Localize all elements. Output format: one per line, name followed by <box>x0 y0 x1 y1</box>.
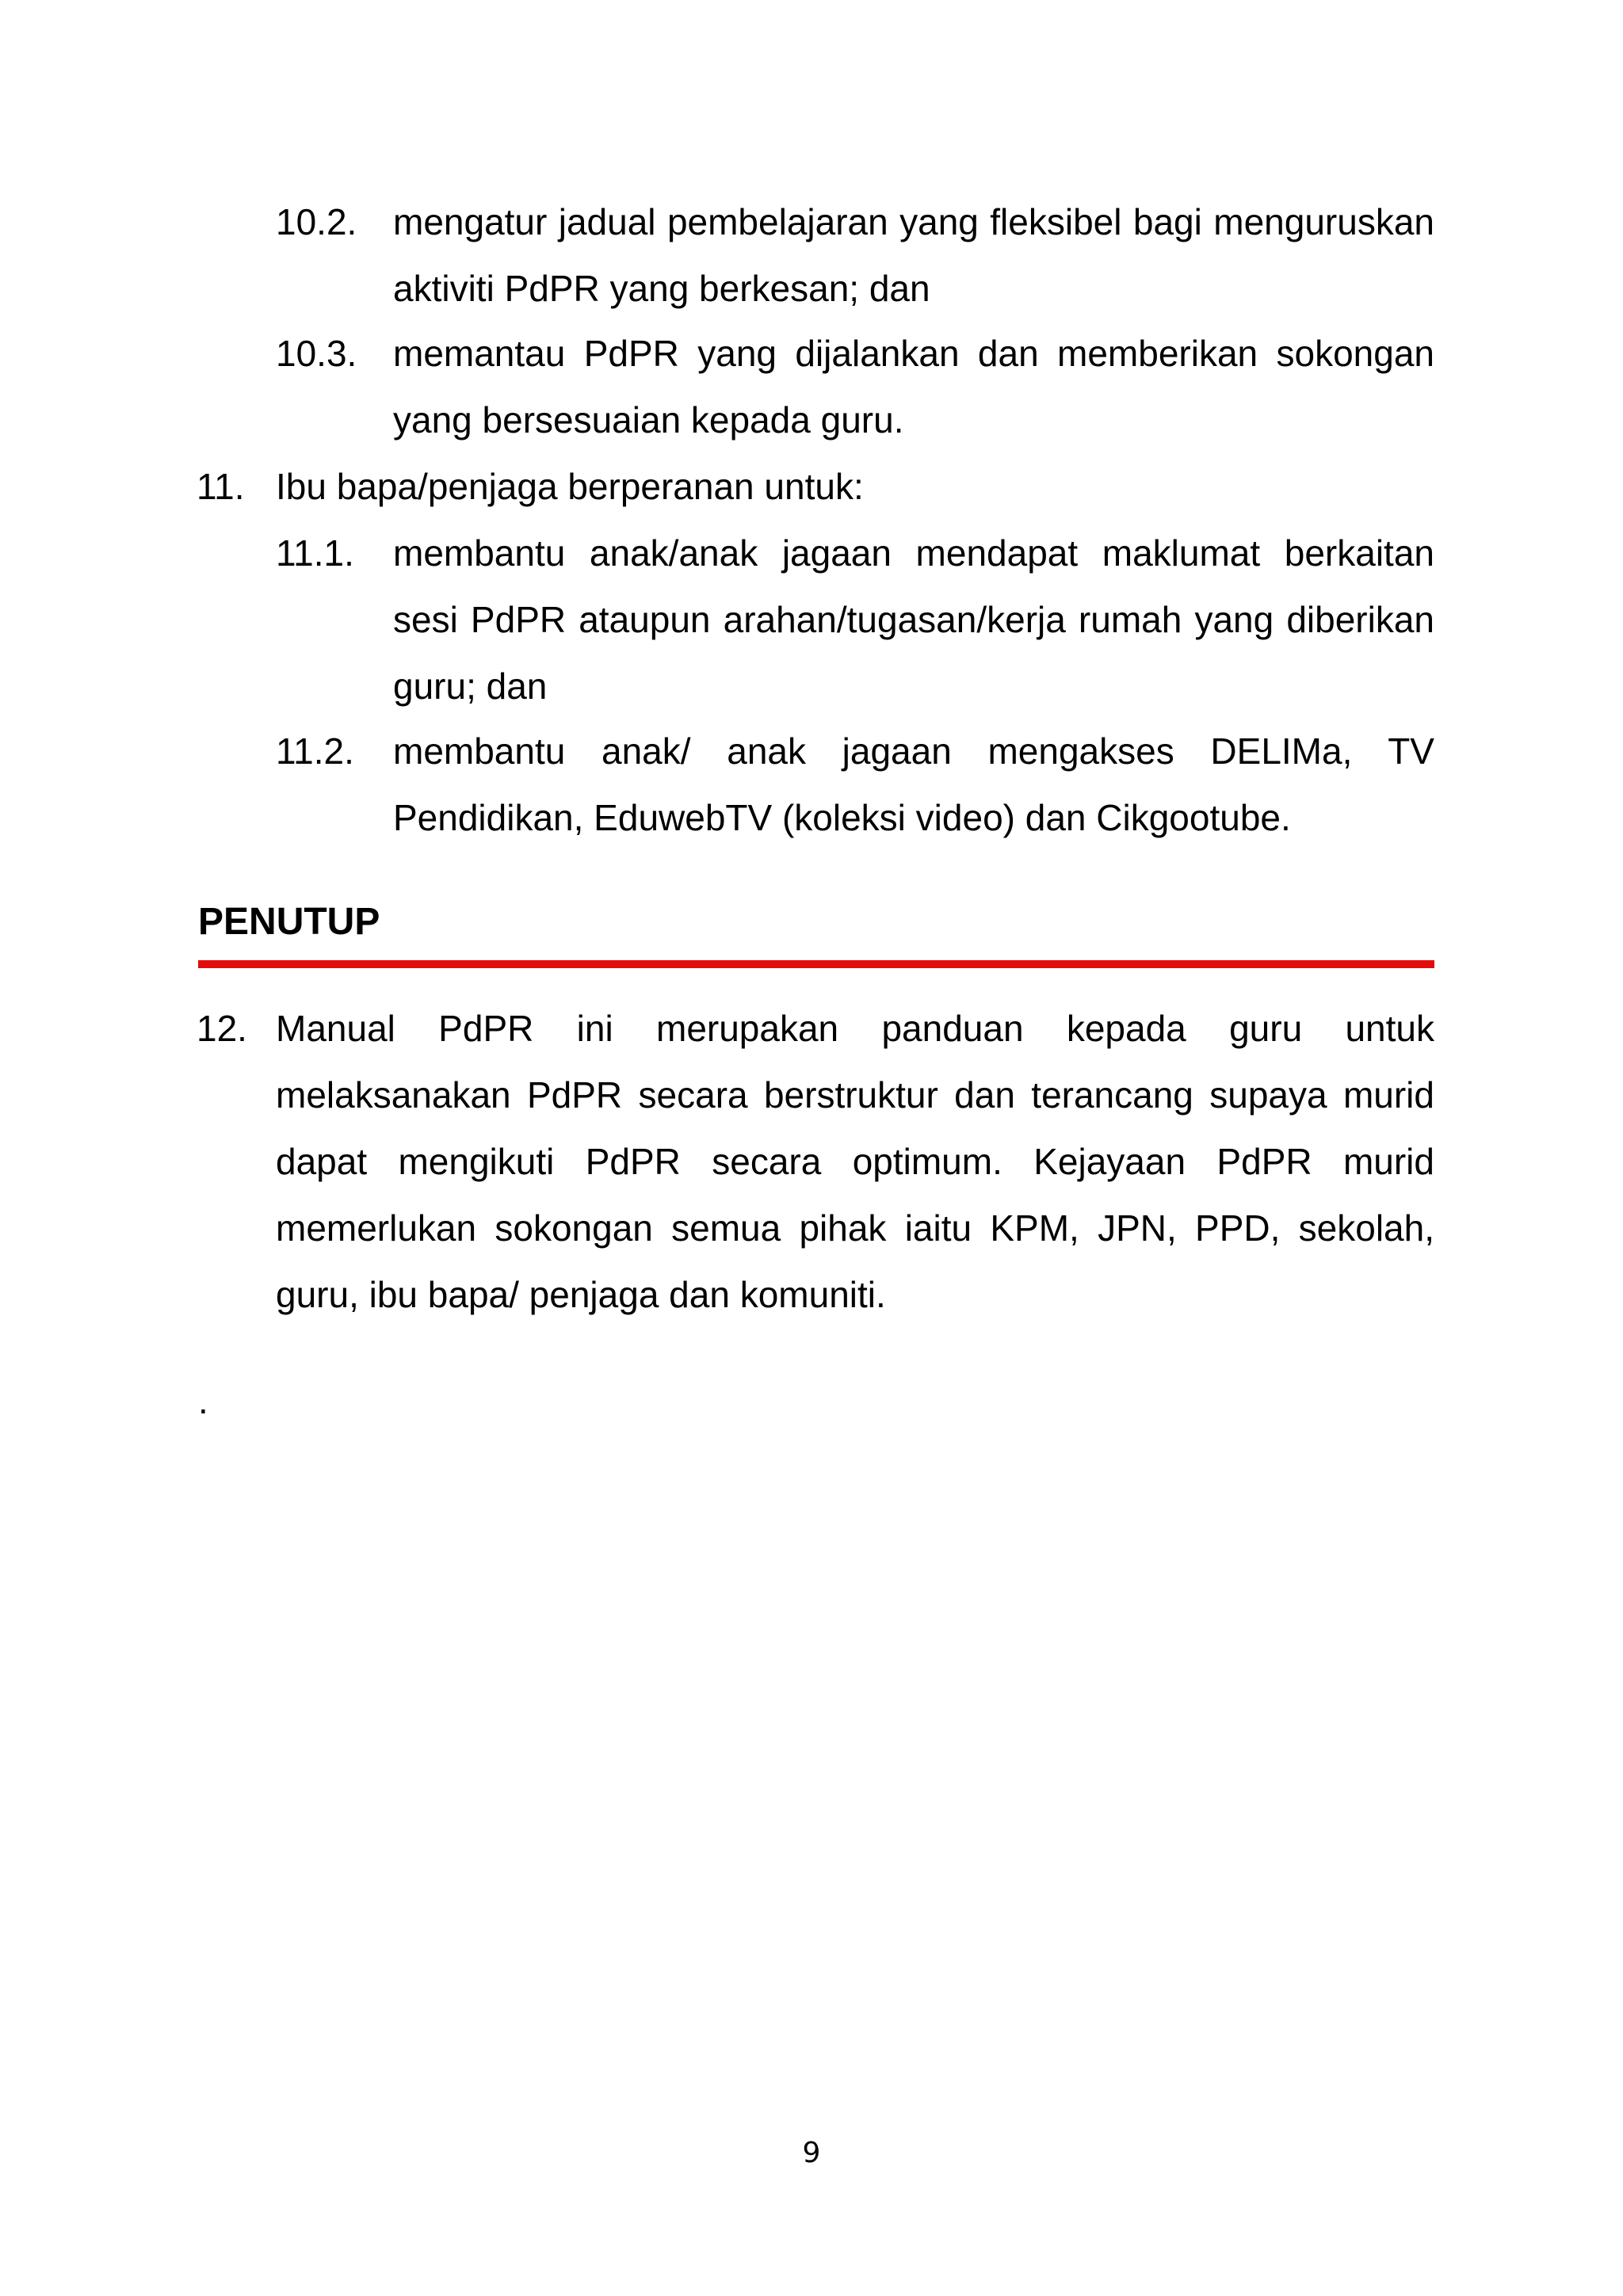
item-number: 10.2. <box>276 201 357 242</box>
item-text: membantu anak/anak jagaan mendapat maklumat berkaitan sesi PdPR ataupun arahan/tugasan/kerja rumah yang diberikan guru; dan <box>393 532 1434 707</box>
list-item-10-2 <box>276 189 1434 322</box>
item-number: 10.3. <box>276 333 357 374</box>
section-heading: PENUTUP <box>198 901 380 943</box>
list-item-11 <box>197 453 1434 520</box>
list-item-10-3 <box>276 320 1434 453</box>
item-text: membantu anak/ anak jagaan mengakses DELIMa, TV Pendidikan, EduwebTV (koleksi video) dan Cikgootube. <box>393 730 1434 838</box>
list-item-12 <box>197 995 1434 1328</box>
section-divider <box>198 960 1434 968</box>
item-number: 12. <box>197 1008 247 1049</box>
item-number: 11.2. <box>276 730 354 772</box>
page-number: 9 <box>802 2137 821 2169</box>
item-text: Manual PdPR ini merupakan panduan kepada guru untuk melaksanakan PdPR secara berstruktur dan terancang supaya murid dapat mengikuti PdPR secara optimum. Kejayaan PdPR murid memerlukan sokongan semua pihak iaitu KPM, JPN, PPD, sekolah, guru, ibu bapa/ penjaga dan komuniti. <box>276 1008 1434 1315</box>
list-item-11-2 <box>276 718 1434 851</box>
item-number: 11.1. <box>276 532 354 574</box>
list-item-11-1 <box>276 520 1434 719</box>
item-text: memantau PdPR yang dijalankan dan memberikan sokongan yang bersesuaian kepada guru. <box>393 333 1434 441</box>
item-text: Ibu bapa/penjaga berperanan untuk: <box>276 466 864 507</box>
stray-period: . <box>198 1380 208 1421</box>
item-text: mengatur jadual pembelajaran yang fleksibel bagi menguruskan aktiviti PdPR yang berkesan; dan <box>393 201 1434 309</box>
item-number: 11. <box>197 466 245 507</box>
